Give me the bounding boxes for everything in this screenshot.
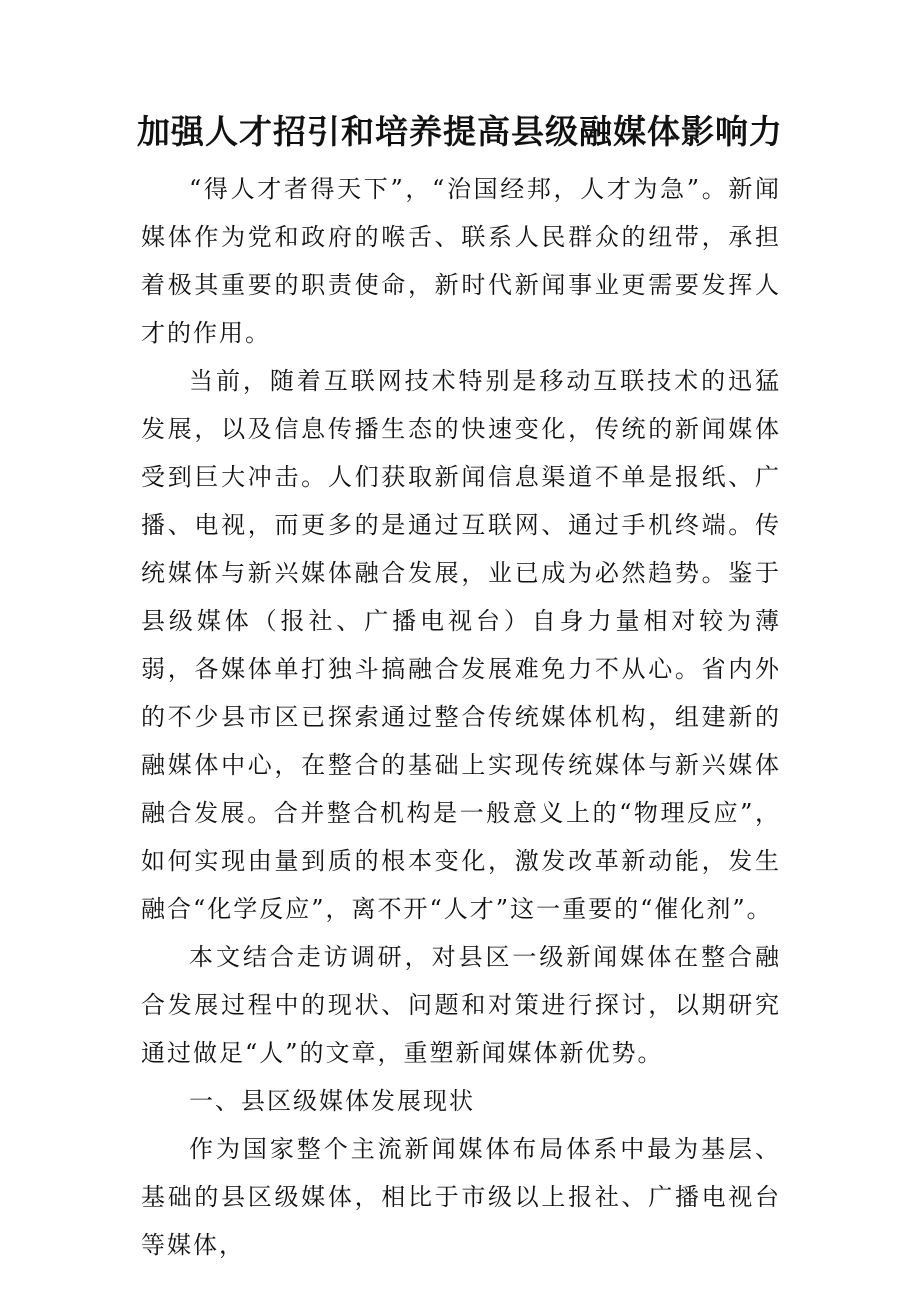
- document-title: 加强人才招引和培养提高县级融媒体影响力: [137, 112, 783, 151]
- paragraph-purpose: 本文结合走访调研，对县区一级新闻媒体在整合融合发展过程中的现状、问题和对策进行探讨，以期研究通过做足“人”的文章，重塑新闻媒体新优势。: [141, 943, 781, 1067]
- document-body: [141, 165, 781, 1269]
- paragraph-intro: “得人才者得天下”，“治国经邦，人才为急”。新闻媒体作为党和政府的喉舌、联系人民群众的纽带，承担着极其重要的职责使命，新时代新闻事业更需要发挥人才的作用。: [141, 175, 781, 347]
- paragraph-background: 当前，随着互联网技术特别是移动互联技术的迅猛发展，以及信息传播生态的快速变化，传统的新闻媒体受到巨大冲击。人们获取新闻信息渠道不单是报纸、广播、电视，而更多的是通过互联网、通过手机终端。传统媒体与新兴媒体融合发展，业已成为必然趋势。鉴于县级媒体（报社、广播电视台）自身力量相对较为薄弱，各媒体单打独斗搞融合发展难免力不从心。省内外的不少县市区已探索通过整合传统媒体机构，组建新的融媒体中心，在整合的基础上实现传统媒体与新兴媒体融合发展。合并整合机构是一般意义上的“物理反应”，如何实现由量到质的根本变化，激发改革新动能，发生融合“化学反应”，离不开“人才”这一重要的“催化剂”。: [141, 367, 781, 923]
- paragraph-section-one: 作为国家整个主流新闻媒体布局体系中最为基层、基础的县区级媒体，相比于市级以上报社、广播电视台等媒体，: [141, 1135, 781, 1259]
- section-heading: 一、县区级媒体发展现状: [189, 1087, 475, 1115]
